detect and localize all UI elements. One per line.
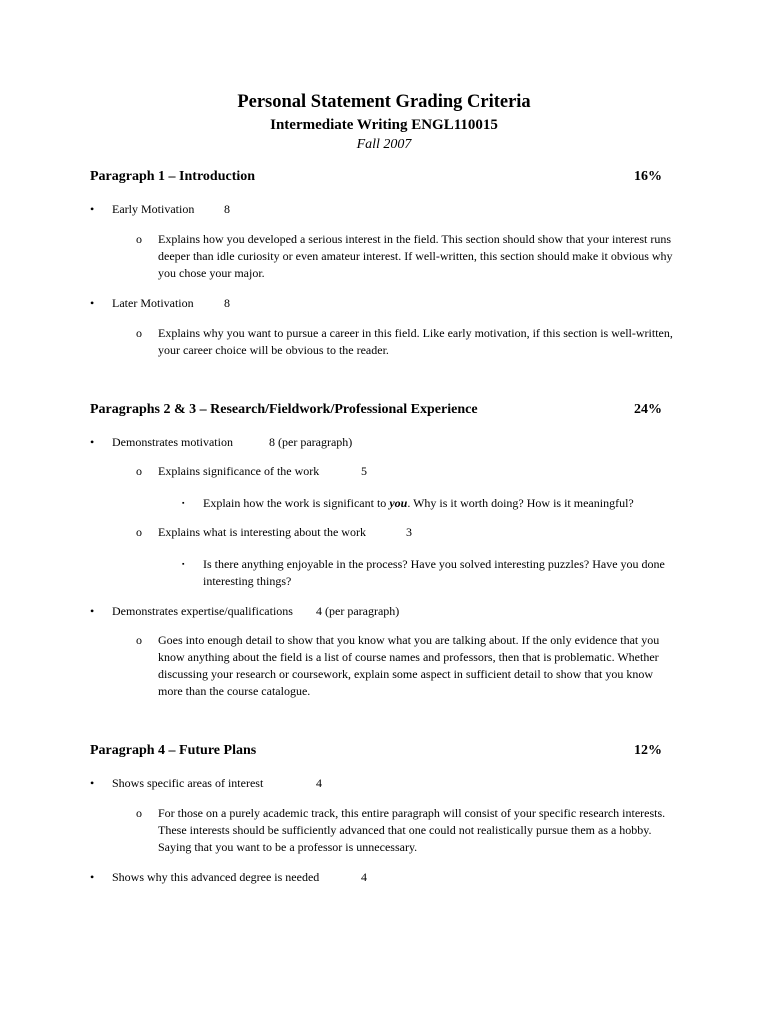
item-detail: For those on a purely academic track, this entire paragraph will consist of your specific research interests. These interests should be sufficiently advanced that one could not realistically pursue them as a hobby. Saying that you want to be a professor is unnecessary. (158, 806, 666, 854)
circle-marker: o (136, 525, 142, 539)
circle-marker: o (136, 464, 142, 478)
section-percent: 16% (634, 169, 662, 184)
circle-marker: o (136, 633, 142, 647)
list-item (112, 869, 367, 886)
bullet-marker: • (90, 202, 95, 216)
emphasis-you: you (389, 496, 408, 510)
item-label: Demonstrates motivation (112, 435, 233, 449)
item-label: Early Motivation (112, 202, 195, 216)
list-item (112, 201, 230, 218)
subitem-label: Explains what is interesting about the work (158, 525, 366, 539)
item-detail: Explains how you developed a serious interest in the field. This section should show that your interest runs deeper than idle curiosity or even amateur interest. If well-written, this section should make it obvious why you chose your major. (158, 232, 673, 280)
bullet-marker: • (90, 435, 95, 449)
section-heading-future-plans (90, 742, 662, 760)
square-marker: ▪ (182, 499, 185, 507)
section-title: Paragraphs 2 & 3 – Research/Fieldwork/Professional Experience (90, 402, 478, 417)
item-points: 8 (224, 296, 230, 310)
term: Fall 2007 (356, 137, 412, 152)
section-title: Paragraph 4 – Future Plans (90, 743, 257, 758)
item-points: 4 (361, 870, 367, 884)
item-label: Shows why this advanced degree is needed (112, 870, 320, 884)
subitem-points: 3 (406, 525, 412, 539)
circle-marker: o (136, 232, 142, 246)
subitem-points: 5 (361, 464, 367, 478)
bullet-marker: • (90, 296, 95, 310)
subitem-detail: Is there anything enjoyable in the process? Have you solved interesting puzzles? Have you done interesting things? (203, 557, 665, 588)
square-marker: ▪ (182, 560, 185, 568)
list-item (112, 775, 322, 792)
sub-item (158, 524, 412, 541)
course-name: Intermediate Writing ENGL110015 (270, 117, 498, 133)
circle-marker: o (136, 806, 142, 820)
section-heading-introduction (90, 168, 662, 186)
item-label: Shows specific areas of interest (112, 776, 264, 790)
bullet-marker: • (90, 870, 95, 884)
sub-item (158, 463, 367, 480)
list-item (112, 603, 400, 620)
subitem-label: Explains significance of the work (158, 464, 320, 478)
item-points: 8 (per paragraph) (269, 435, 353, 449)
item-detail: Goes into enough detail to show that you know what you are talking about. If the only evidence that you know anything about the field is a list of course names and professors, then that is problematic. Whether discussing your research or coursework, explain some aspect in sufficient detail to show that you know more than the course catalogue. (158, 633, 660, 698)
bullet-marker: • (90, 776, 95, 790)
bullet-marker: • (90, 604, 95, 618)
item-label: Demonstrates expertise/qualifications (112, 604, 293, 618)
subitem-detail: Explain how the work is significant to you. Why is it worth doing? How is it meaningful? (203, 496, 634, 510)
item-points: 4 (per paragraph) (316, 604, 400, 618)
item-points: 4 (316, 776, 322, 790)
document-title: Personal Statement Grading Criteria (237, 92, 531, 112)
item-detail: Explains why you want to pursue a career in this field. Like early motivation, if this section is well-written, your career choice will be obvious to the reader. (158, 326, 673, 357)
section-percent: 12% (634, 743, 662, 758)
section-title: Paragraph 1 – Introduction (90, 169, 256, 184)
item-label: Later Motivation (112, 296, 194, 310)
section-percent: 24% (634, 402, 662, 417)
circle-marker: o (136, 326, 142, 340)
list-item (112, 295, 230, 312)
section-heading-research (90, 401, 662, 419)
list-item (112, 434, 353, 451)
item-points: 8 (224, 202, 230, 216)
